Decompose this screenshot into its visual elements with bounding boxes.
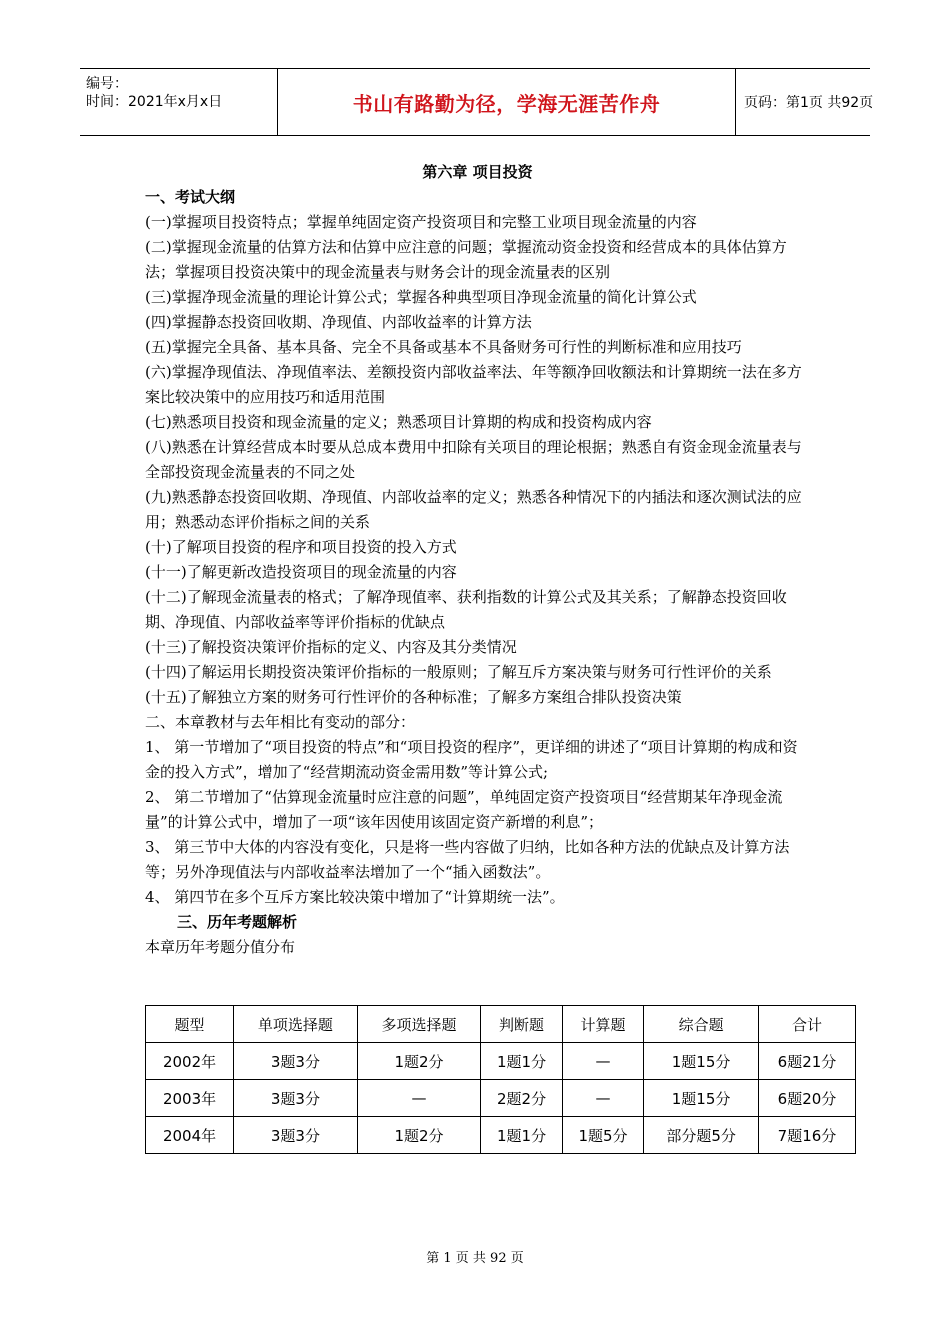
score-distribution-table [145,1005,856,1154]
table-cell: 7题16分 [758,1117,855,1154]
table-header-cell: 综合题 [644,1006,759,1043]
table-header-cell: 单项选择题 [234,1006,358,1043]
header-page-info: 页码：第1页 共92页 [744,95,874,111]
table-header-cell: 判断题 [481,1006,562,1043]
table-cell: 3题3分 [234,1117,358,1154]
section-title-outline: 一、考试大纲 [145,188,236,206]
table-cell: 2题2分 [481,1080,562,1117]
document-date: 时间：2021年x月x日 [86,94,223,110]
outline-item: (十四)了解运用长期投资决策评价指标的一般原则；了解互斥方案决策与财务可行性评价的关系 [145,663,772,681]
table-cell: — [357,1080,481,1117]
table-header-row [146,1006,856,1043]
table-row [146,1117,856,1154]
outline-item: (八)熟悉在计算经营成本时要从总成本费用中扣除有关项目的理论根据；熟悉自有资金现金流量表与全部投资现金流量表的不同之处 [145,438,802,481]
change-item: 2、 第二节增加了“估算现金流量时应注意的问题”，单纯固定资产投资项目“经营期某年净现金流量”的计算公式中，增加了一项“该年因使用该固定资产新增的利息”； [145,788,783,831]
table-header-cell: 合计 [758,1006,855,1043]
table-cell: 6题20分 [758,1080,855,1117]
section-title-changes: 二、本章教材与去年相比有变动的部分： [145,713,416,731]
chapter-title: 第六章 项目投资 [422,163,533,181]
outline-item: (十二)了解现金流量表的格式；了解净现值率、获利指数的计算公式及其关系；了解静态投资回收期、净现值、内部收益率等评价指标的优缺点 [145,588,787,631]
table-cell: 1题5分 [562,1117,643,1154]
table-cell: 1题15分 [644,1080,759,1117]
header-motto: 书山有路勤为径，学海无涯苦作舟 [278,69,736,135]
outline-item: (四)掌握静态投资回收期、净现值、内部收益率的计算方法 [145,313,532,331]
table-cell: 2003年 [146,1080,234,1117]
table-cell: 3题3分 [234,1043,358,1080]
table-cell: — [562,1080,643,1117]
outline-item: (三)掌握净现金流量的理论计算公式；掌握各种典型项目净现金流量的简化计算公式 [145,288,697,306]
outline-item: (五)掌握完全具备、基本具备、完全不具备或基本不具备财务可行性的判断标准和应用技巧 [145,338,742,356]
table-header-cell: 计算题 [562,1006,643,1043]
change-item: 3、 第三节中大体的内容没有变化，只是将一些内容做了归纳，比如各种方法的优缺点及计算方法等；另外净现值法与内部收益率法增加了一个“插入函数法”。 [145,838,790,881]
table-cell: 2002年 [146,1043,234,1080]
document-number: 编号： [86,76,128,92]
change-item: 4、 第四节在多个互斥方案比较决策中增加了“计算期统一法”。 [145,888,565,906]
table-header-cell: 多项选择题 [357,1006,481,1043]
outline-item: (一)掌握项目投资特点；掌握单纯固定资产投资项目和完整工业项目现金流量的内容 [145,213,697,231]
outline-item: (二)掌握现金流量的估算方法和估算中应注意的问题；掌握流动资金投资和经营成本的具体估算方法；掌握项目投资决策中的现金流量表与财务会计的现金流量表的区别 [145,238,787,281]
change-item: 1、 第一节增加了“项目投资的特点”和“项目投资的程序”，更详细的讲述了“项目计算期的构成和资金的投入方式”，增加了“经营期流动资金需用数”等计算公式; [145,738,798,781]
outline-item: (十一)了解更新改造投资项目的现金流量的内容 [145,563,457,581]
outline-item: (六)掌握净现值法、净现值率法、差额投资内部收益率法、年等额净回收额法和计算期统一法在多方案比较决策中的应用技巧和适用范围 [145,363,802,406]
table-cell: 部分题5分 [644,1117,759,1154]
outline-item: (十三)了解投资决策评价指标的定义、内容及其分类情况 [145,638,517,656]
outline-item: (七)熟悉项目投资和现金流量的定义；熟悉项目计算期的构成和投资构成内容 [145,413,652,431]
table-cell: 1题15分 [644,1043,759,1080]
page-header [80,68,874,136]
table-cell: 1题1分 [481,1117,562,1154]
table-cell: 6题21分 [758,1043,855,1080]
table-cell: 2004年 [146,1117,234,1154]
table-cell: — [562,1043,643,1080]
document-body [145,160,810,960]
section-title-exam-analysis: 三、历年考题解析 [177,913,298,931]
table-row [146,1043,856,1080]
table-row [146,1080,856,1117]
header-info [80,69,278,135]
table-cell: 1题1分 [481,1043,562,1080]
table-cell: 3题3分 [234,1080,358,1117]
outline-item: (十五)了解独立方案的财务可行性评价的各种标准；了解多方案组合排队投资决策 [145,688,682,706]
table-caption: 本章历年考题分值分布 [145,938,296,956]
outline-item: (十)了解项目投资的程序和项目投资的投入方式 [145,538,457,556]
page-footer: 第 1 页 共 92 页 [426,1251,524,1266]
table-cell: 1题2分 [357,1117,481,1154]
table-header-cell: 题型 [146,1006,234,1043]
table-cell: 1题2分 [357,1043,481,1080]
outline-item: (九)熟悉静态投资回收期、净现值、内部收益率的定义；熟悉各种情况下的内插法和逐次测试法的应用；熟悉动态评价指标之间的关系 [145,488,802,531]
